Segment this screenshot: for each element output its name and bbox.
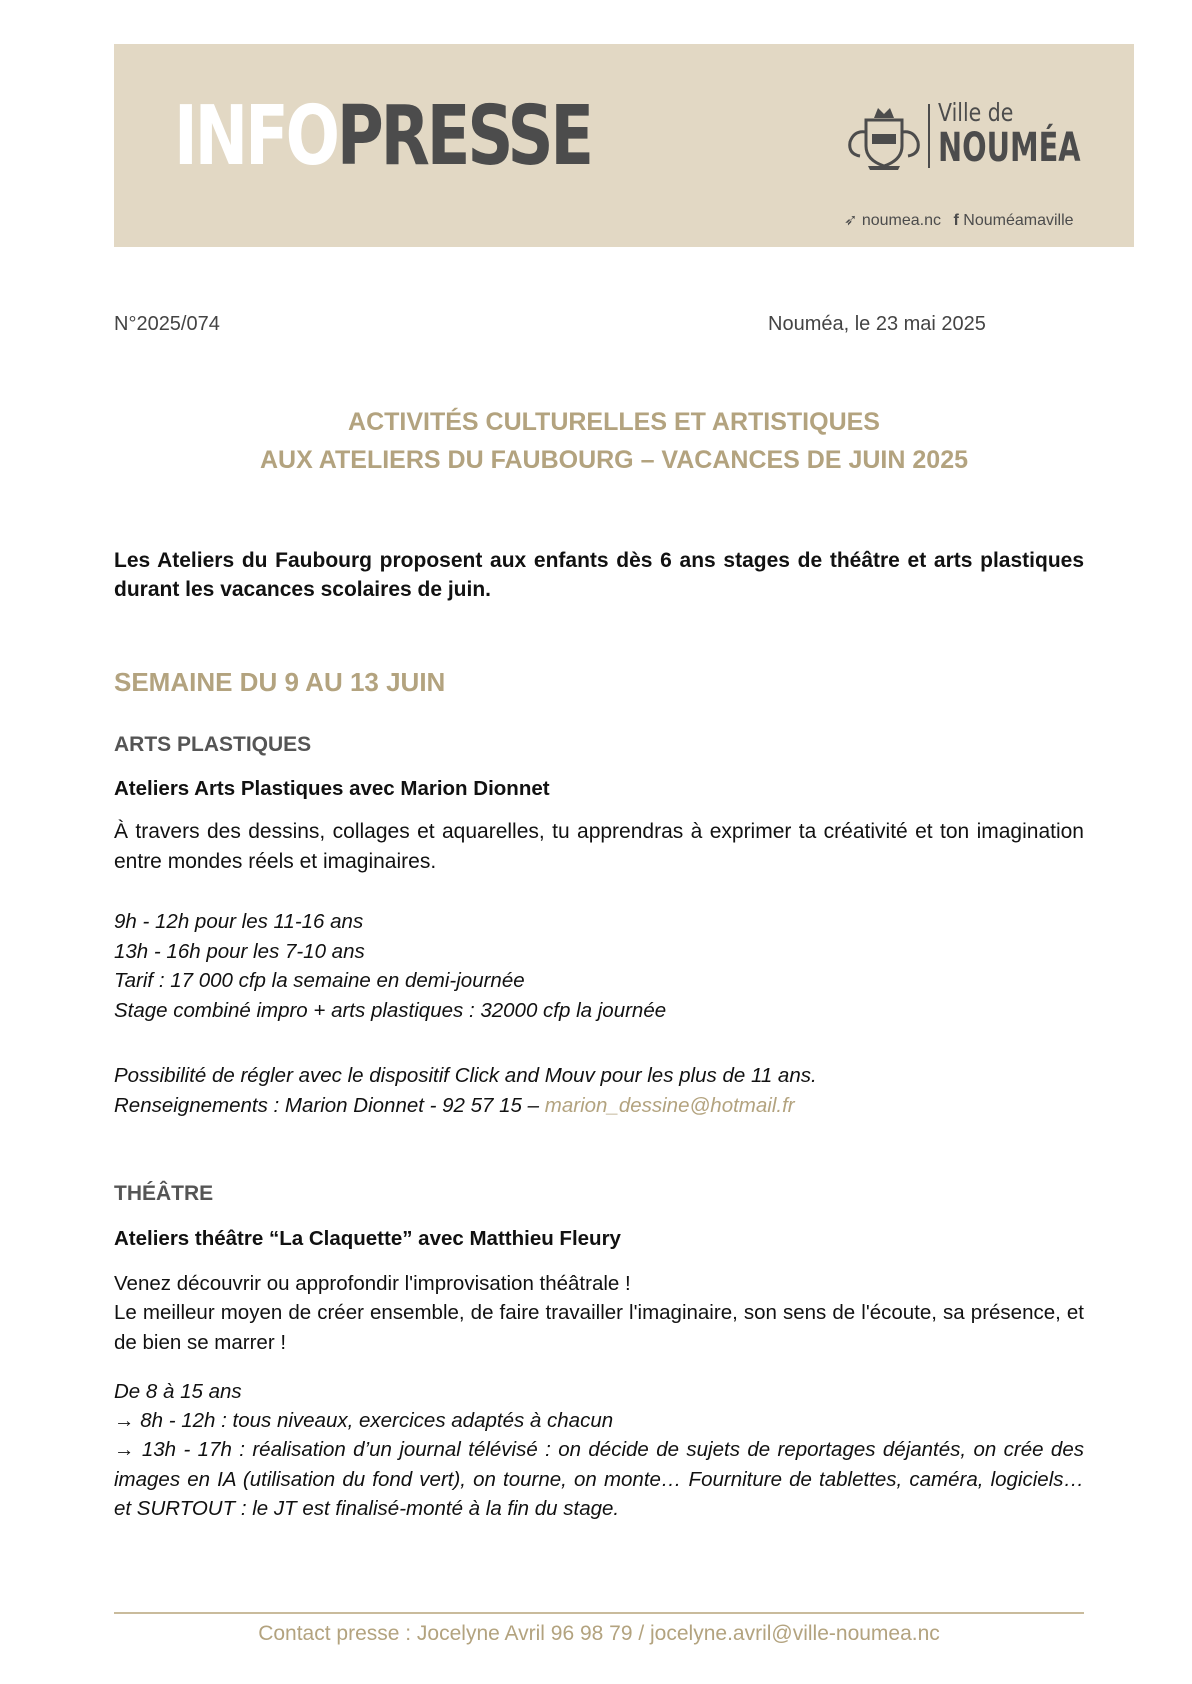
theatre-heading: THÉÂTRE	[114, 1182, 214, 1205]
arts-contact	[114, 1091, 1084, 1121]
arts-schedule-line: Tarif : 17 000 cfp la semaine en demi-journée	[114, 969, 525, 992]
brand-presse: PRESSE	[336, 89, 591, 184]
facebook-icon: f	[953, 212, 959, 229]
arts-heading: ARTS PLASTIQUES	[114, 733, 312, 756]
press-release-number: N°2025/074	[114, 313, 220, 335]
logo-divider	[928, 104, 930, 168]
arts-description: À travers des dessins, collages et aquarelles, tu apprendras à exprimer ta créativité et ton imagination entre mondes réels et imaginaires.	[114, 820, 1084, 873]
theatre-slot-afternoon: → 13h - 17h : réalisation d’un journal télévisé : on décide de sujets de reportages déjantés, on crée des images en IA (utilisation du fond vert), on tourne, on monte… Fourniture de tablettes, caméra, logiciels… et SURTOUT : le JT est finalisé-monté à la fin du stage.	[114, 1438, 1084, 1520]
arts-contact-email-link[interactable]: marion_dessine@hotmail.fr	[544, 1094, 795, 1117]
logo-ville-de: Ville de	[938, 98, 1014, 127]
theatre-slot-morning: → 8h - 12h : tous niveaux, exercices adaptés à chacun	[114, 1409, 614, 1432]
theatre-subheading: Ateliers théâtre “La Claquette” avec Matthieu Fleury	[114, 1227, 621, 1250]
lead-paragraph: Les Ateliers du Faubourg proposent aux enfants dès 6 ans stages de théâtre et arts plastiques durant les vacances scolaires de juin.	[114, 549, 1084, 601]
logo-noumea: NOUMÉA	[938, 125, 1081, 171]
city-crest-icon	[844, 102, 924, 172]
week-heading: SEMAINE DU 9 AU 13 JUIN	[114, 667, 446, 697]
arts-contact-text: Renseignements : Marion Dionnet - 92 57 15 –	[114, 1094, 545, 1117]
theatre-ages: De 8 à 15 ans	[114, 1380, 242, 1403]
ville-de-noumea-logo	[844, 98, 1084, 229]
website-arrow-icon: ➶	[844, 212, 858, 229]
facebook-link[interactable]: Nouméamaville	[963, 212, 1074, 229]
info-presse-title	[174, 89, 591, 184]
arts-schedule-line: Stage combiné impro + arts plastiques : 32000 cfp la journée	[114, 998, 667, 1022]
brand-info: INFO	[174, 89, 337, 184]
theatre-intro-1: Venez découvrir ou approfondir l'improvisation théâtrale !	[114, 1272, 631, 1295]
footer-divider	[114, 1612, 1084, 1614]
press-contact-footer: Contact presse : Jocelyne Avril 96 98 79 / jocelyne.avril@ville-noumea.nc	[258, 1622, 940, 1645]
title-line-1: ACTIVITÉS CULTURELLES ET ARTISTIQUES	[348, 408, 880, 436]
header-banner	[114, 44, 1134, 247]
arts-subheading: Ateliers Arts Plastiques avec Marion Dionnet	[114, 777, 550, 800]
website-link[interactable]: noumea.nc	[861, 212, 942, 229]
press-release-date: Nouméa, le 23 mai 2025	[768, 313, 986, 335]
arts-schedule-line: 13h - 16h pour les 7-10 ans	[114, 939, 365, 963]
logo-social-line	[844, 210, 1074, 230]
arts-schedule	[114, 907, 1084, 1025]
theatre-intro-2: Le meilleur moyen de créer ensemble, de faire travailler l'imaginaire, son sens de l'écoute, sa présence, et de bien se marrer !	[114, 1301, 1084, 1354]
arts-schedule-line: 9h - 12h pour les 11-16 ans	[114, 910, 364, 933]
title-line-2: AUX ATELIERS DU FAUBOURG – VACANCES DE JUIN 2025	[260, 446, 968, 474]
arts-payment: Possibilité de régler avec le dispositif Click and Mouv pour les plus de 11 ans.	[114, 1064, 817, 1087]
